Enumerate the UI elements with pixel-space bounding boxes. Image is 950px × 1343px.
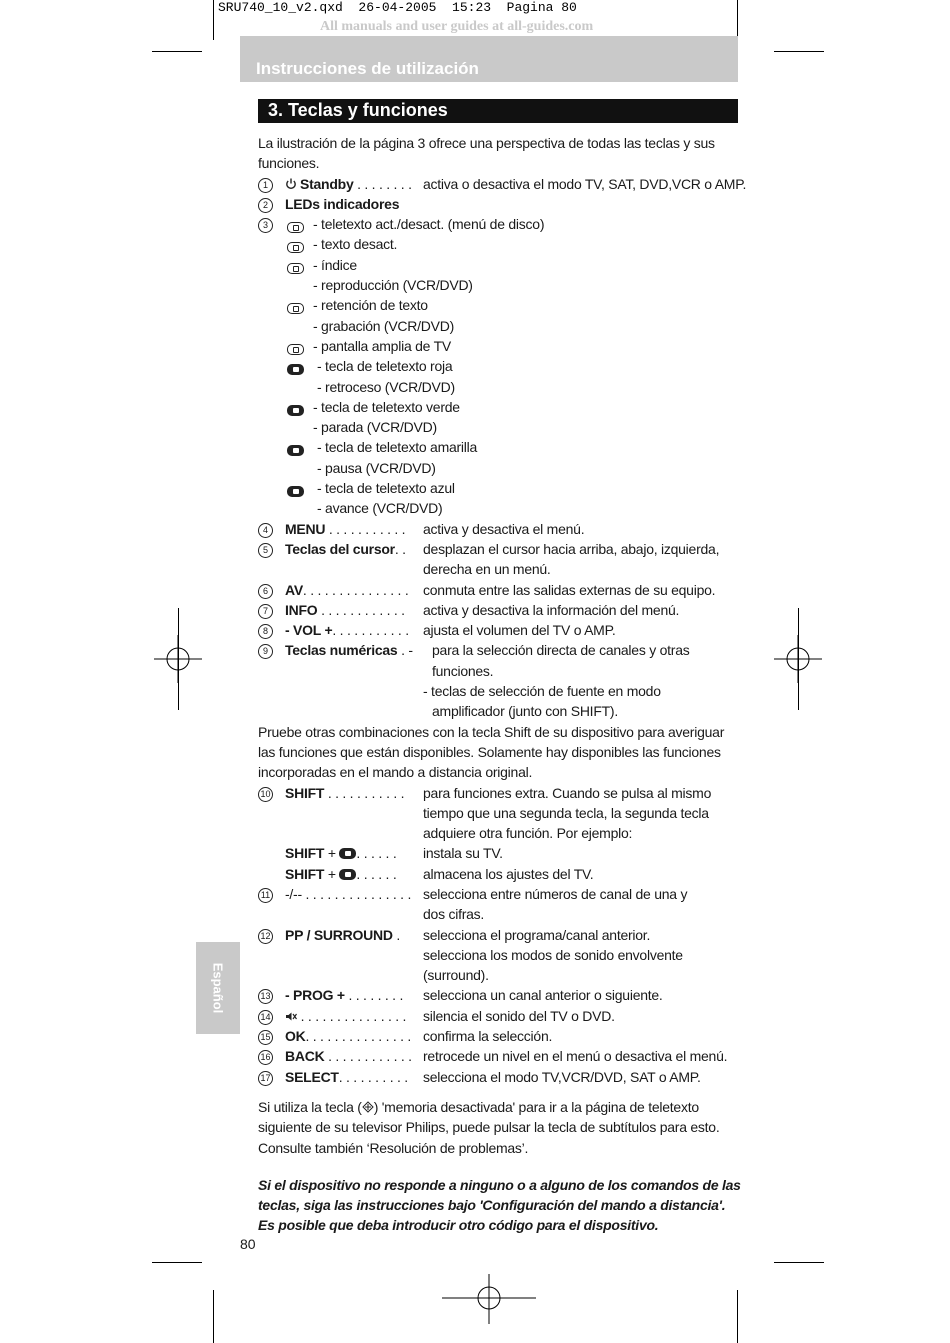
- item-cursor-keys: [258, 539, 742, 559]
- item-standby: [258, 174, 747, 194]
- item-term: AV: [285, 581, 303, 598]
- item-number: 5: [258, 543, 273, 558]
- page-header-title: Instrucciones de utilización: [256, 59, 479, 78]
- item-term: LEDs indicadores: [285, 195, 400, 212]
- item-desc: activa y desactiva la información del menú.: [423, 601, 680, 618]
- item-number: 8: [258, 624, 273, 639]
- leader-dots: . . . . . . . . . . .: [324, 784, 405, 801]
- item-desc: para la selección directa de canales y otras: [432, 642, 690, 659]
- red-key-icon: [287, 364, 304, 375]
- item-term: SHIFT: [285, 865, 325, 882]
- registration-mark-right: [774, 635, 822, 683]
- registration-mark-bottom: [442, 1274, 536, 1324]
- item-term: - PROG +: [285, 987, 345, 1004]
- shift-intro-paragraph: Pruebe otras combinaciones con la tecla Shift de su dispositivo para averiguar las funciones que están disponibles. Solamente hay disponibles las funciones incorporadas en el mando a distancia original.: [258, 723, 725, 781]
- item-term: INFO: [285, 601, 318, 618]
- key-function: - reproducción (VCR/DVD): [313, 277, 473, 294]
- section-title: 3. Teclas y funciones: [268, 100, 448, 120]
- wide-screen-icon: [287, 344, 304, 355]
- item-av: [258, 580, 742, 600]
- item-number: 3: [258, 218, 273, 233]
- leader-dots: . . . . . . . . . . . . . . .: [301, 885, 412, 902]
- key-function: - avance (VCR/DVD): [317, 500, 443, 517]
- memory-note-paragraph: [258, 1097, 742, 1158]
- item-shift: [258, 783, 742, 803]
- item-desc: retrocede un nivel en el menú o desactiva el menú.: [423, 1048, 728, 1065]
- item-number: 9: [258, 644, 273, 659]
- index-icon: [287, 263, 304, 274]
- item-term: Teclas numéricas: [285, 642, 398, 659]
- item-desc-2-cont: amplificador (junto con SHIFT).: [432, 703, 618, 720]
- item-desc-2: - teclas de selección de fuente en modo: [423, 683, 661, 700]
- item-desc: activa y desactiva el menú.: [423, 520, 585, 537]
- leader-dots: . . . . . . . . . . . . . . .: [302, 581, 409, 598]
- item-term: BACK: [285, 1048, 325, 1065]
- plus-sign: +: [324, 865, 340, 882]
- item-term: - VOL +: [285, 622, 333, 639]
- item-desc: confirma la selección.: [423, 1028, 553, 1045]
- item-term: -/--: [285, 885, 302, 902]
- item-menu: [258, 519, 742, 539]
- power-icon: [285, 178, 297, 190]
- key-function: - tecla de teletexto azul: [317, 480, 455, 497]
- item-number: 17: [258, 1071, 273, 1086]
- plus-sign: +: [324, 845, 340, 862]
- registration-mark-left: [154, 635, 202, 683]
- item-term: OK: [285, 1028, 306, 1045]
- item-term: Teclas del cursor: [285, 540, 395, 557]
- key-function: - retroceso (VCR/DVD): [317, 378, 455, 395]
- item-ok: [258, 1026, 742, 1046]
- header-bar: [240, 36, 738, 82]
- memory-note-text-cont: ) 'memoria desactivada' para ir a la página de teletexto siguiente de su televisor Philips, puede pulsar la tecla de subtítulos para esto. Consulte también ‘Resolución de problemas’.: [258, 1098, 720, 1156]
- item-teletext-keys: [258, 214, 742, 234]
- key-function: - tecla de teletexto amarilla: [317, 439, 478, 456]
- language-tab-label: Español: [210, 962, 226, 1014]
- item-number: 2: [258, 198, 273, 213]
- memory-note-text: Si utiliza la tecla (: [258, 1098, 362, 1115]
- item-volume: [258, 620, 742, 640]
- item-desc-line3: adquiere otra función. Por ejemplo:: [423, 825, 633, 842]
- language-tab: [196, 942, 240, 1034]
- key-function: - pausa (VCR/DVD): [317, 459, 436, 476]
- blue-key-icon: [287, 486, 304, 497]
- item-desc: para funciones extra. Cuando se pulsa al mismo: [423, 784, 712, 801]
- shift-example-install: [258, 843, 742, 863]
- item-number: 15: [258, 1030, 273, 1045]
- item-number: 16: [258, 1050, 273, 1065]
- leader-dots: . . . . . .: [356, 845, 397, 862]
- text-hold-icon: [287, 303, 304, 314]
- item-program: [258, 985, 742, 1005]
- item-desc: selecciona el modo TV,VCR/DVD, SAT o AMP.: [423, 1068, 701, 1085]
- item-select: [258, 1067, 742, 1087]
- key-function: - pantalla amplia de TV: [313, 337, 451, 354]
- item-number: 12: [258, 929, 273, 944]
- item-desc-cont: dos cifras.: [423, 906, 485, 923]
- item-desc-cont: funciones.: [432, 662, 494, 679]
- watermark: All manuals and user guides at all-guides.com: [320, 19, 594, 34]
- memory-off-icon: [362, 1101, 374, 1113]
- red-key-icon: [339, 848, 356, 859]
- leader-dots: . .: [394, 540, 406, 557]
- item-term: MENU: [285, 520, 326, 537]
- file-slug-line: SRU740_10_v2.qxd 26-04-2005 15:23 Pagina 80: [218, 0, 577, 15]
- item-leds: [258, 194, 742, 214]
- item-digit-toggle: [258, 884, 742, 904]
- item-number: 6: [258, 584, 273, 599]
- blue-key-icon: [339, 869, 356, 880]
- key-function: - texto desact.: [313, 236, 398, 253]
- green-key-icon: [287, 405, 304, 416]
- section-bar: [258, 99, 738, 123]
- yellow-key-icon: [287, 445, 304, 456]
- item-number-keys: [258, 640, 742, 660]
- key-function: - retención de texto: [313, 297, 428, 314]
- key-function: - tecla de teletexto roja: [317, 358, 453, 375]
- intro-paragraph: La ilustración de la página 3 ofrece una perspectiva de todas las teclas y sus funciones.: [258, 135, 715, 172]
- key-function: - parada (VCR/DVD): [313, 419, 437, 436]
- leader-dots: . . . . . . . . . . . . . . .: [305, 1028, 412, 1045]
- leader-dots: . . . . . . . . . . .: [325, 520, 406, 537]
- item-desc: conmuta entre las salidas externas de su equipo.: [423, 581, 716, 598]
- leader-dots: . . . . . . . . . . . . . . .: [297, 1007, 407, 1024]
- item-desc: almacena los ajustes del TV.: [423, 865, 594, 882]
- item-number: 1: [258, 178, 273, 193]
- main-content: [258, 133, 747, 1236]
- leader-dots: . -: [397, 642, 413, 659]
- item-term: SHIFT: [285, 845, 325, 862]
- item-desc: activa o desactiva el modo TV, SAT, DVD,VCR o AMP.: [423, 175, 747, 192]
- leader-dots: .: [392, 926, 401, 943]
- item-desc: ajusta el volumen del TV o AMP.: [423, 622, 616, 639]
- key-function: - grabación (VCR/DVD): [313, 317, 455, 334]
- item-desc: selecciona un canal anterior o siguiente.: [423, 987, 663, 1004]
- item-number: 4: [258, 523, 273, 538]
- item-number: 7: [258, 604, 273, 619]
- item-desc: selecciona el programa/canal anterior.: [423, 926, 651, 943]
- item-term: SELECT: [285, 1068, 339, 1085]
- item-desc-line3: (surround).: [423, 967, 489, 984]
- key-function: - índice: [313, 256, 357, 273]
- item-number: 11: [258, 888, 273, 903]
- leader-dots: . . . . . . . . . . .: [332, 622, 409, 639]
- item-number: 13: [258, 989, 273, 1004]
- device-note: Si el dispositivo no responde a ninguno o a alguno de los comandos de las teclas, siga las instrucciones bajo 'Configuración del mando a distancia'. Es posible que deba introducir otro código para el dispositivo.: [258, 1176, 741, 1234]
- item-desc: instala su TV.: [423, 845, 503, 862]
- item-desc-line2: selecciona los modos de sonido envolvente: [423, 946, 683, 963]
- item-term: P / SURROUND: [294, 926, 393, 943]
- item-term-prefix: P: [285, 926, 295, 943]
- leader-dots: . . . . . . . . . .: [338, 1068, 408, 1085]
- mute-icon: [285, 1011, 297, 1022]
- item-term: SHIFT: [285, 784, 325, 801]
- item-desc-cont: derecha en un menú.: [423, 561, 551, 578]
- item-back: [258, 1046, 742, 1066]
- item-mute: [258, 1006, 742, 1026]
- item-number: 10: [258, 787, 273, 802]
- item-desc: selecciona entre números de canal de una y: [423, 885, 688, 902]
- shift-example-store: [258, 864, 742, 884]
- leader-dots: . . . . . .: [356, 865, 397, 882]
- item-number: 14: [258, 1010, 273, 1025]
- key-function: - teletexto act./desact. (menú de disco): [313, 216, 545, 233]
- key-function: - tecla de teletexto verde: [313, 398, 460, 415]
- leader-dots: . . . . . . . . . . . .: [317, 601, 405, 618]
- teletext-icon: [287, 222, 304, 233]
- leader-dots: . . . . . . . .: [344, 987, 404, 1004]
- item-desc: desplazan el cursor hacia arriba, abajo, izquierda,: [423, 540, 720, 557]
- item-desc: silencia el sonido del TV o DVD.: [423, 1007, 615, 1024]
- item-desc-line2: tiempo que una segunda tecla, la segunda tecla: [423, 804, 709, 821]
- item-surround: [258, 925, 742, 945]
- text-off-icon: [287, 242, 304, 253]
- leader-dots: . . . . . . . . . . . .: [324, 1048, 412, 1065]
- leader-dots: . . . . . . . .: [353, 175, 412, 192]
- page-number: 80: [240, 1236, 256, 1252]
- item-info: [258, 600, 742, 620]
- item-term: Standby: [300, 175, 354, 192]
